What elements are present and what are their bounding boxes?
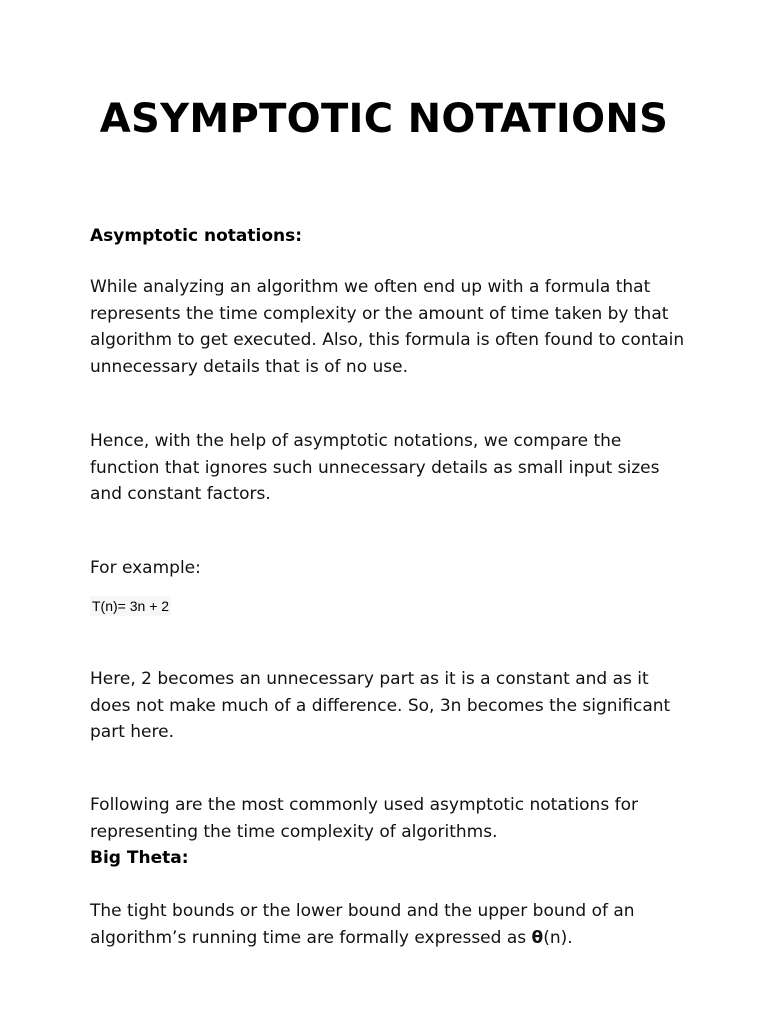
- paragraph-here: Here, 2 becomes an unnecessary part as it is a constant and as it does not make much of a difference. So, 3n becomes the significant part here.: [90, 669, 671, 742]
- paragraph-big-theta: [90, 898, 690, 951]
- paragraph-following: Following are the most commonly used asymptotic notations for representing the time complexity of algorithms.: [90, 795, 638, 842]
- page-title: ASYMPTOTIC NOTATIONS: [99, 96, 669, 142]
- big-theta-heading: Big Theta:: [90, 848, 189, 868]
- big-theta-suffix: (n).: [543, 927, 573, 948]
- big-theta-text: The tight bounds or the lower bound and the upper bound of an algorithm’s running time are formally expressed as: [90, 901, 635, 948]
- formula-text: T(n)= 3n + 2: [92, 598, 170, 614]
- example-label: For example:: [90, 558, 201, 578]
- paragraph-intro: While analyzing an algorithm we often end up with a formula that represents the time complexity or the amount of time taken by that algorithm to get executed. Also, this formula is often found to contain unnecessary details that is of no use.: [90, 277, 685, 377]
- theta-symbol: θ: [531, 927, 544, 948]
- section-heading: Asymptotic notations:: [90, 226, 303, 246]
- paragraph-hence: Hence, with the help of asymptotic notations, we compare the function that ignores such unnecessary details as small input sizes and constant factors.: [90, 431, 660, 504]
